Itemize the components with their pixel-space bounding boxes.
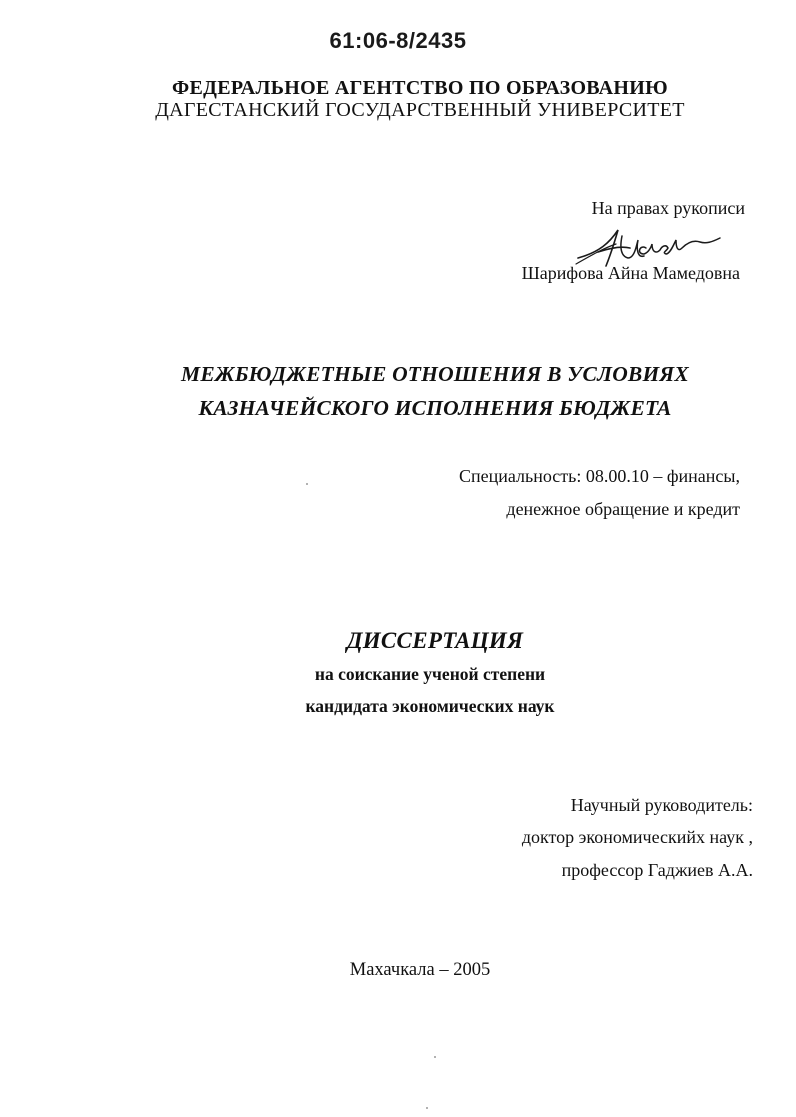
scan-speck [426, 1107, 428, 1109]
university-heading: ДАГЕСТАНСКИЙ ГОСУДАРСТВЕННЫЙ УНИВЕРСИТЕТ [155, 99, 685, 121]
specialty-line2: денежное обращение и кредит [506, 499, 740, 519]
supervisor-name: профессор Гаджиев А.А. [561, 860, 753, 880]
degree-line1: на соискание ученой степени [314, 664, 546, 684]
scan-speck [306, 483, 308, 485]
scan-speck [434, 1056, 436, 1058]
author-name: Шарифова Айна Мамедовна [521, 263, 740, 283]
supervisor-label: Научный руководитель: [570, 795, 753, 815]
dissertation-title-line2: КАЗНАЧЕЙСКОГО ИСПОЛНЕНИЯ БЮДЖЕТА [198, 396, 672, 420]
manuscript-note: На правах рукописи [591, 198, 745, 218]
agency-heading: ФЕДЕРАЛЬНОЕ АГЕНТСТВО ПО ОБРАЗОВАНИЮ [172, 77, 668, 99]
work-type-heading: ДИССЕРТАЦИЯ [346, 628, 524, 653]
specialty-line1: Специальность: 08.00.10 – финансы, [458, 466, 740, 486]
dissertation-title-line1: МЕЖБЮДЖЕТНЫЕ ОТНОШЕНИЯ В УСЛОВИЯХ [181, 362, 689, 386]
degree-line2: кандидата экономических наук [305, 696, 555, 716]
supervisor-degree: доктор экономическийх наук , [521, 827, 753, 847]
archive-stamp-number: 61:06-8/2435 [329, 28, 467, 53]
city-year: Махачкала – 2005 [349, 960, 491, 980]
